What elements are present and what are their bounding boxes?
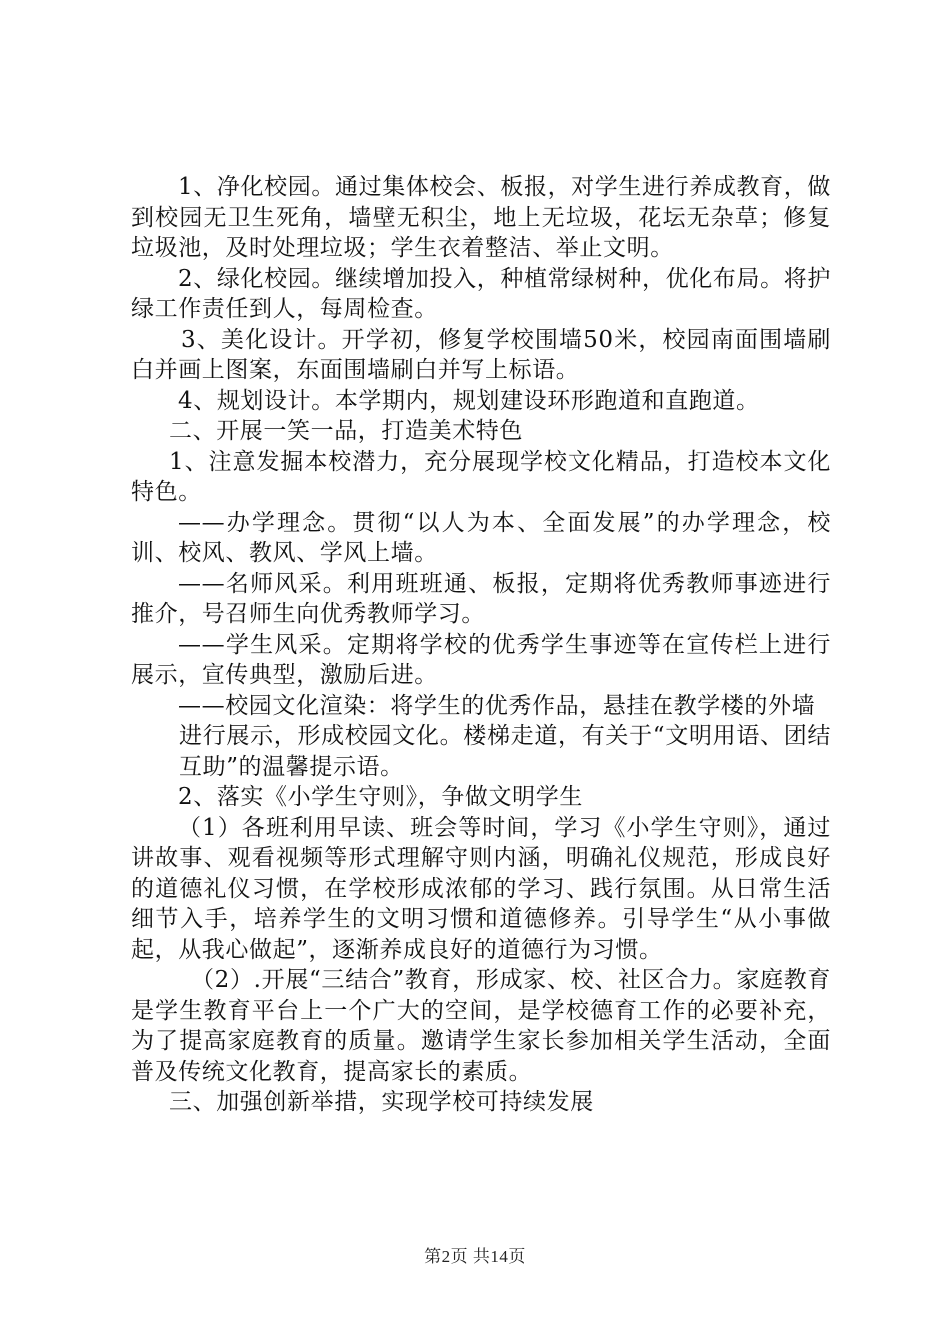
paragraph-student-code: 2、落实《小学生守则》，争做文明学生 bbox=[178, 784, 583, 810]
paragraph-green-campus: 2、绿化校园。继续增加投入，种植常绿树种，优化布局。将护绿工作责任到人，每周检查。 bbox=[131, 265, 831, 322]
section-heading-three: 三、加强创新举措，实现学校可持续发展 bbox=[169, 1089, 594, 1115]
page-number-footer: 第2页 共14页 bbox=[424, 1247, 526, 1266]
paragraph-school-philosophy: ——办学理念。贯彻“以人为本、全面发展”的办学理念，校训、校风、教风、学风上墙。 bbox=[131, 509, 831, 566]
document-body bbox=[131, 172, 831, 1118]
paragraph-campus-culture-continued: 进行展示，形成校园文化。楼梯走道，有关于“文明用语、团结互助”的温馨提示语。 bbox=[179, 723, 831, 780]
paragraph-item-1: （1）各班利用早读、班会等时间，学习《小学生守则》，通过讲故事、观看视频等形式理解守则内涵，明确礼仪规范，形成良好的道德礼仪习惯，在学校形成浓郁的学习、践行氛围。从日常生活细节入手，培养学生的文明习惯和道德修养。引导学生“从小事做起，从我心做起”，逐渐养成良好的道德行为习惯。 bbox=[131, 814, 831, 963]
paragraph-school-potential: 1、注意发掘本校潜力，充分展现学校文化精品，打造校本文化特色。 bbox=[131, 448, 831, 505]
section-heading-two: 二、开展一笑一品，打造美术特色 bbox=[169, 418, 523, 444]
paragraph-student-showcase: ——学生风采。定期将学校的优秀学生事迹等在宣传栏上进行展示，宣传典型，激励后进。 bbox=[131, 631, 831, 688]
paragraph-teacher-showcase: ——名师风采。利用班班通、板报，定期将优秀教师事迹进行推介，号召师生向优秀教师学习。 bbox=[131, 570, 831, 627]
paragraph-campus-culture: ——校园文化渲染：将学生的优秀作品，悬挂在教学楼的外墙 bbox=[178, 692, 816, 719]
paragraph-beautify-design: 3、美化设计。开学初，修复学校围墙50米，校园南面围墙刷白并画上图案，东面围墙刷白并写上标语。 bbox=[131, 326, 831, 383]
paragraph-item-2: （2）.开展“三结合”教育，形成家、校、社区合力。家庭教育是学生教育平台上一个广大的空间，是学校德育工作的必要补充，为了提高家庭教育的质量。邀请学生家长参加相关学生活动，全面普及传统文化教育，提高家长的素质。 bbox=[131, 967, 831, 1085]
paragraph-planning-design: 4、规划设计。本学期内，规划建设环形跑道和直跑道。 bbox=[178, 387, 760, 414]
paragraph-clean-campus: 1、净化校园。通过集体校会、板报，对学生进行养成教育，做到校园无卫生死角，墙壁无积尘，地上无垃圾，花坛无杂草；修复垃圾池，及时处理垃圾；学生衣着整洁、举止文明。 bbox=[131, 174, 831, 261]
